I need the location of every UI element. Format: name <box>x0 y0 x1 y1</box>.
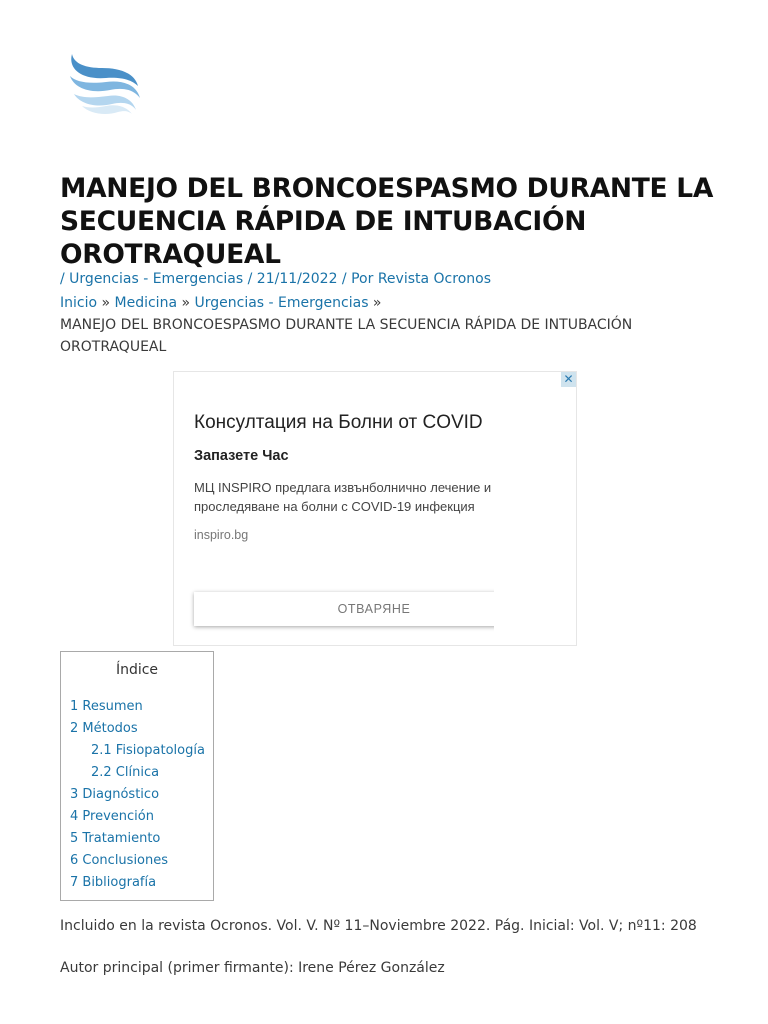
breadcrumb-separator: » <box>368 295 382 311</box>
toc-item[interactable]: 5 Tratamiento <box>70 831 161 846</box>
toc-item[interactable]: 2.1 Fisiopatología <box>91 743 205 758</box>
toc-item[interactable]: 6 Conclusiones <box>70 853 169 868</box>
breadcrumb-medicine[interactable]: Medicina <box>114 295 178 311</box>
ad-content <box>174 372 494 645</box>
ad-description: МЦ INSPIRO предлага извънболнично лечение и проследяване на болни с COVID-19 инфекция <box>194 480 492 514</box>
ad-headline[interactable]: Консултация на Болни от COVID <box>194 412 483 433</box>
breadcrumb-separator: » <box>97 295 115 311</box>
ad-domain[interactable]: inspiro.bg <box>194 528 249 542</box>
meta-separator: / <box>60 271 70 287</box>
meta-by: Por <box>351 271 378 287</box>
breadcrumb-category[interactable]: Urgencias - Emergencias <box>194 295 369 311</box>
toc-item[interactable]: 7 Bibliografía <box>70 875 157 890</box>
meta-separator: / <box>243 271 257 287</box>
post-meta <box>60 270 491 288</box>
toc-item[interactable]: 2 Métodos <box>70 721 138 736</box>
toc-item[interactable]: 2.2 Clínica <box>91 765 160 780</box>
article-title: MANEJO DEL BRONCOESPASMO DURANTE LA SECUENCIA RÁPIDA DE INTUBACIÓN OROTRAQUEAL <box>60 173 714 270</box>
wave-logo-icon <box>66 50 146 118</box>
toc-item[interactable]: 4 Prevención <box>70 809 154 824</box>
main-author: Autor principal (primer firmante): Irene Pérez González <box>60 960 445 976</box>
included-in-journal: Incluido en la revista Ocronos. Vol. V. Nº 11–Noviembre 2022. Pág. Inicial: Vol. V; nº11: 208 <box>60 918 697 934</box>
ad-blank-area <box>494 418 576 645</box>
ad-subheadline[interactable]: Запазете Час <box>194 448 289 464</box>
close-icon[interactable]: ✕ <box>561 372 576 387</box>
meta-category-link[interactable]: Urgencias - Emergencias <box>69 271 244 287</box>
table-of-contents <box>60 651 214 901</box>
advertisement[interactable] <box>173 371 577 646</box>
meta-author-link[interactable]: Revista Ocronos <box>377 271 491 287</box>
toc-item[interactable]: 1 Resumen <box>70 699 143 714</box>
meta-date[interactable]: 21/11/2022 <box>256 271 338 287</box>
ad-open-button[interactable]: ОТВАРЯНЕ <box>194 592 494 626</box>
breadcrumb-current: MANEJO DEL BRONCOESPASMO DURANTE LA SECUENCIA RÁPIDA DE INTUBACIÓN OROTRAQUEAL <box>60 317 633 355</box>
breadcrumb <box>60 292 720 358</box>
site-logo[interactable] <box>66 50 146 118</box>
toc-title: Índice <box>115 662 159 678</box>
meta-separator: / <box>337 271 352 287</box>
breadcrumb-home[interactable]: Inicio <box>60 295 98 311</box>
toc-item[interactable]: 3 Diagnóstico <box>70 787 160 802</box>
toc-list <box>61 696 213 894</box>
breadcrumb-separator: » <box>177 295 195 311</box>
